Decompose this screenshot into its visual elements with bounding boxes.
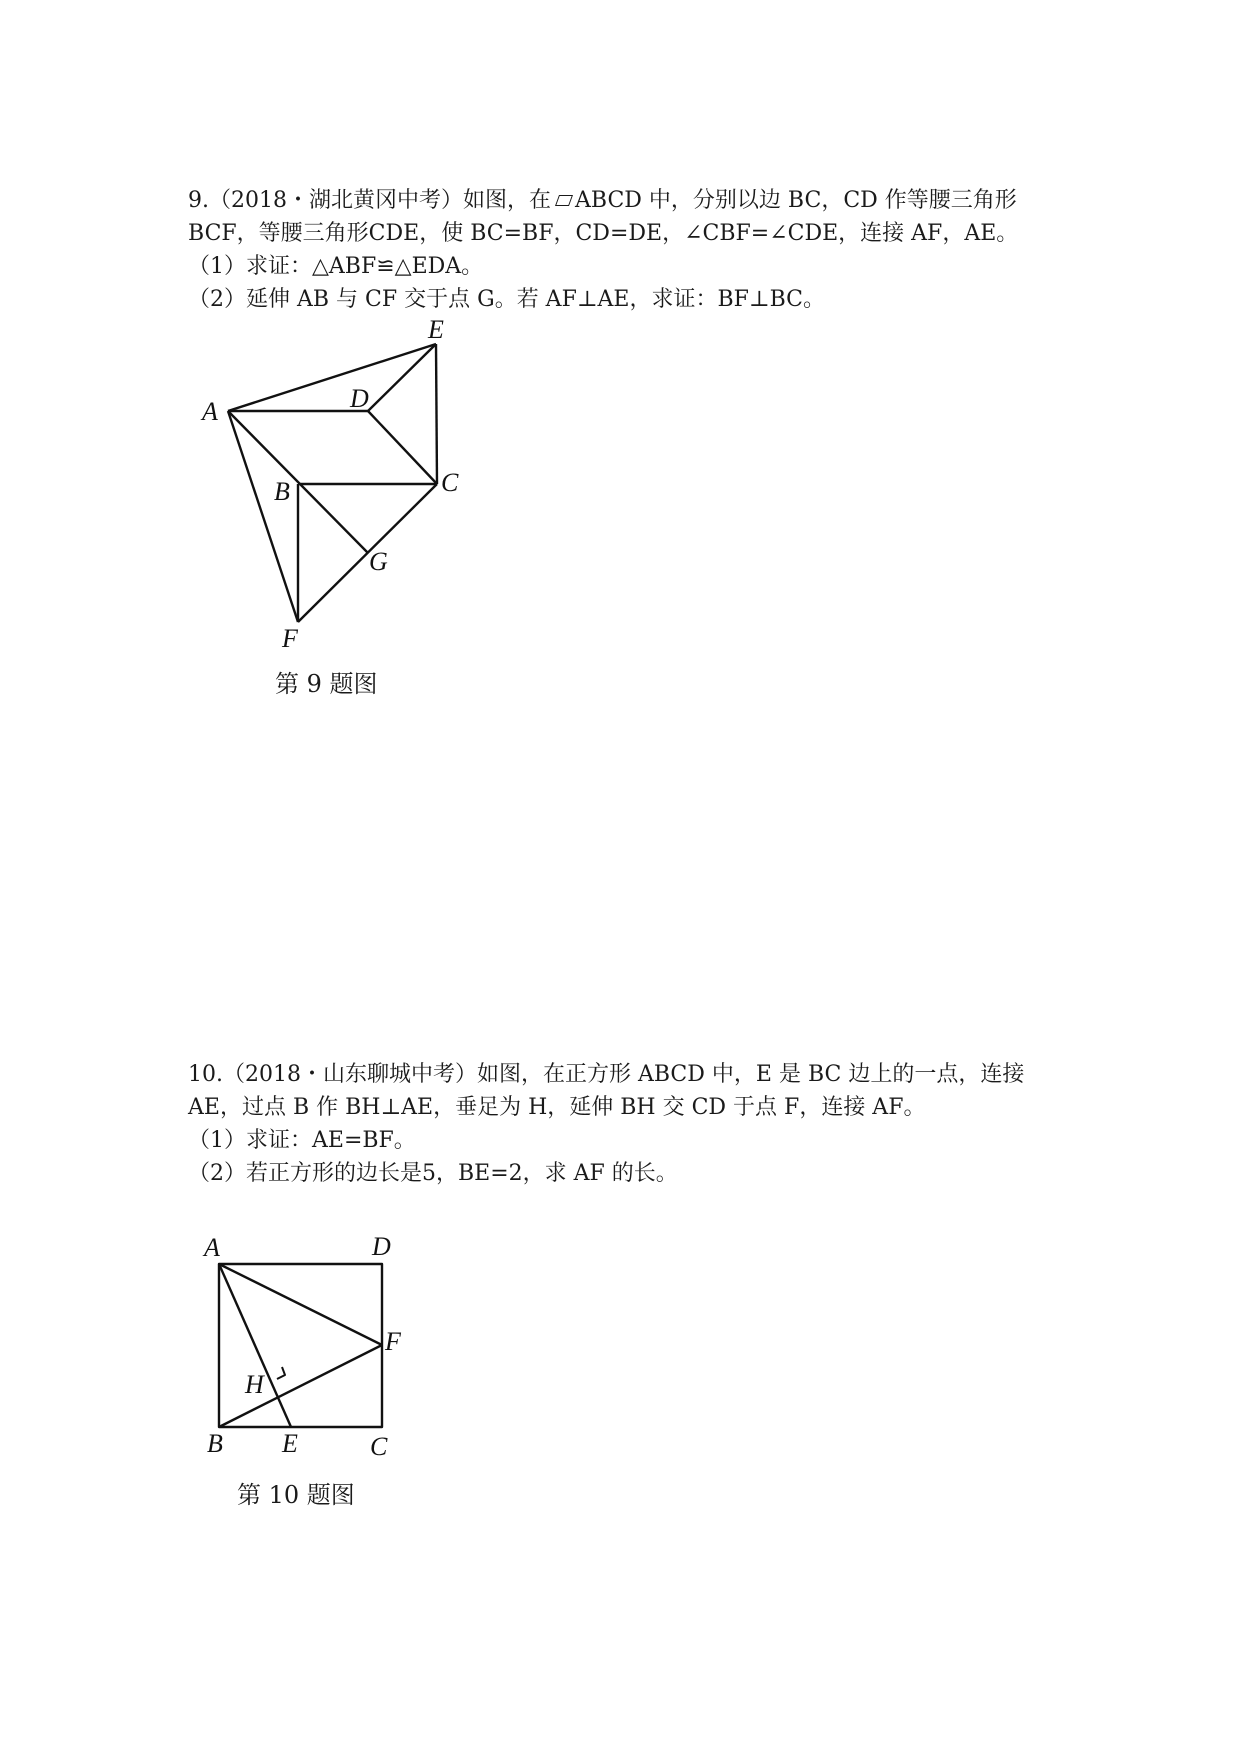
q10-diagram [0, 1200, 1241, 1500]
q10-part-2: （2）若正方形的边长是5，BE=2，求 AF 的长。 [188, 1161, 678, 1186]
label-B: B [274, 477, 290, 506]
label-E: E [428, 315, 444, 344]
q9-caption: 第 9 题图 [275, 670, 378, 698]
segment-AE [228, 344, 436, 411]
q9-part-2: （2）延伸 AB 与 CF 交于点 G。若 AF⊥AE，求证：BF⊥BC。 [188, 287, 826, 312]
label-A: A [202, 397, 218, 426]
label-F: F [282, 624, 298, 653]
q10-caption: 第 10 题图 [237, 1481, 355, 1509]
segment-EC [436, 344, 437, 484]
label-E: E [282, 1429, 298, 1458]
q9-figure [0, 0, 1241, 700]
label-F: F [385, 1327, 401, 1356]
q9-diagram [0, 0, 1241, 700]
q10-figure [0, 1200, 1241, 1500]
q10-part-1: （1）求证：AE=BF。 [188, 1128, 416, 1153]
label-G: G [369, 547, 388, 576]
label-D: D [350, 384, 369, 413]
q10-line-2: AE，过点 B 作 BH⊥AE，垂足为 H，延伸 BH 交 CD 于点 F，连接 AF。 [188, 1095, 926, 1120]
segment-AF [219, 1264, 382, 1345]
label-A: A [204, 1233, 220, 1262]
segment-DC [368, 411, 437, 484]
q9-line-1-prefix: 9.（2018・湖北黄冈中考）如图，在 [188, 188, 551, 213]
label-D: D [372, 1232, 391, 1261]
label-C: C [370, 1432, 388, 1461]
label-H: H [245, 1370, 264, 1399]
square-ABCD [219, 1264, 382, 1427]
segment-AF [228, 411, 298, 622]
q10-line-1: 10.（2018・山东聊城中考）如图，在正方形 ABCD 中，E 是 BC 边上的一点，连接 [188, 1062, 1025, 1087]
right-angle-marker-H [277, 1367, 285, 1379]
q9-line-2: BCF，等腰三角形CDE，使 BC=BF，CD=DE，∠CBF=∠CDE，连接 AF，AE。 [188, 221, 1019, 246]
segment-AE [219, 1264, 291, 1427]
segment-BF [219, 1345, 382, 1427]
q9-line-1-suffix: ABCD 中，分别以边 BC，CD 作等腰三角形 [574, 188, 1017, 213]
label-C: C [441, 468, 459, 497]
q9-part-1: （1）求证：△ABF≌△EDA。 [188, 254, 484, 279]
label-B: B [207, 1429, 223, 1458]
